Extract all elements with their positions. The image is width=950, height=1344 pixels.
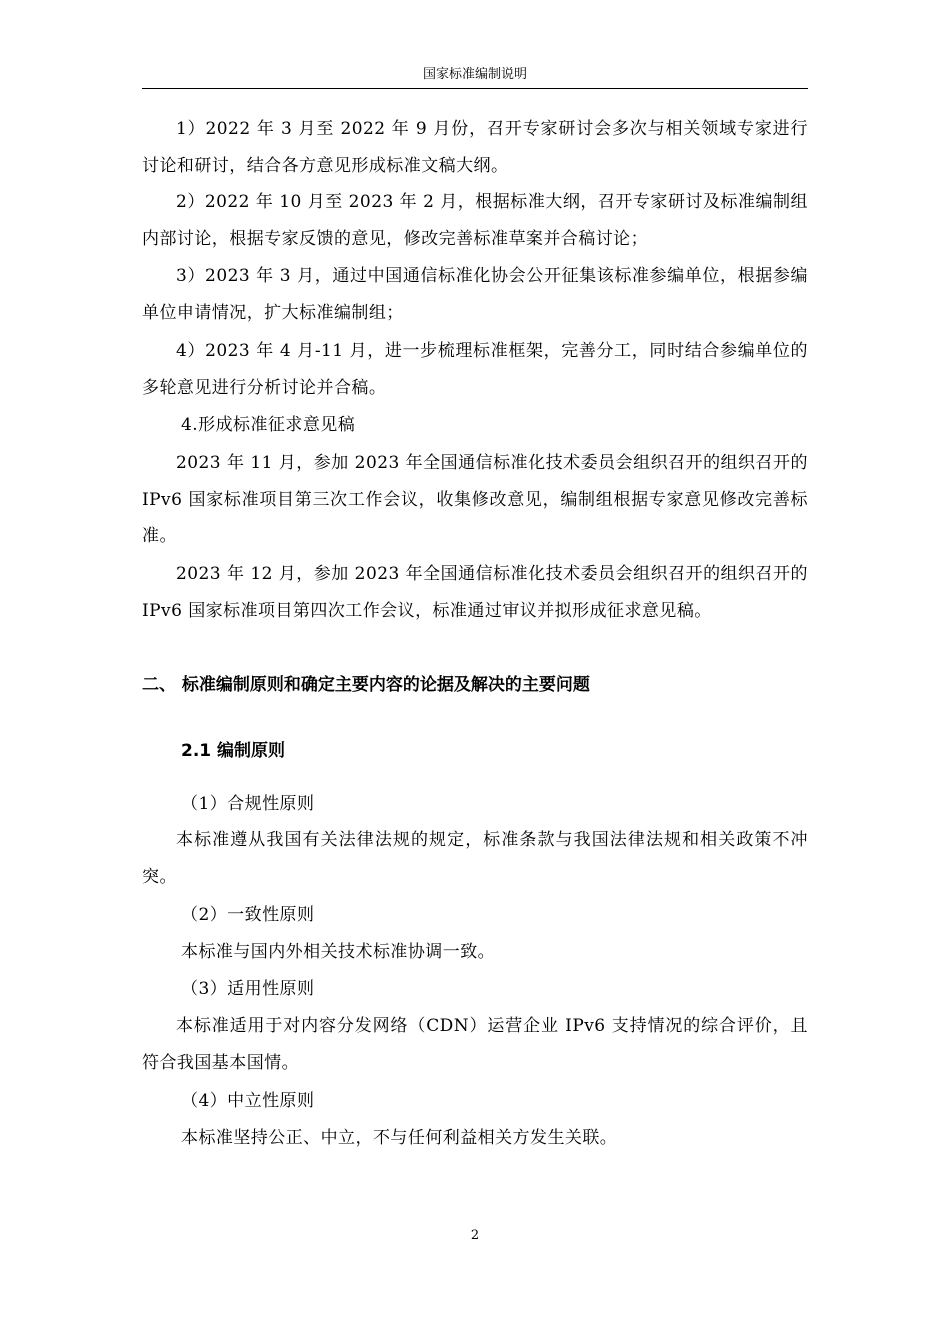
paragraph-step-1: 1）2022 年 3 月至 2022 年 9 月份，召开专家研讨会多次与相关领域专家进行讨论和研讨，结合各方意见形成标准文稿大纲。	[142, 119, 808, 176]
paragraph-dec-2023: 2023 年 12 月，参加 2023 年全国通信标准化技术委员会组织召开的组织召开的 IPv6 国家标准项目第四次工作会议，标准通过审议并拟形成征求意见稿。	[142, 564, 808, 621]
page-number: 2	[470, 1228, 480, 1243]
header-rule	[142, 88, 808, 89]
paragraph-step-2: 2）2022 年 10 月至 2023 年 2 月，根据标准大纲，召开专家研讨及标准编制组内部讨论，根据专家反馈的意见，修改完善标准草案并合稿讨论；	[142, 192, 808, 249]
principle-3-text: 本标准适用于对内容分发网络（CDN）运营企业 IPv6 支持情况的综合评价，且符合我国基本国情。	[142, 1016, 808, 1073]
subheading-draft-for-comment: 4.形成标准征求意见稿	[181, 415, 356, 435]
principle-1-text: 本标准遵从我国有关法律法规的规定，标准条款与我国法律法规和相关政策不冲突。	[142, 830, 808, 887]
page-header: 国家标准编制说明	[422, 67, 527, 82]
principle-2-title: （2）一致性原则	[181, 905, 315, 925]
section-2-1-heading: 2.1 编制原则	[181, 741, 286, 761]
principle-3-title: （3）适用性原则	[181, 979, 315, 999]
principle-1-title: （1）合规性原则	[181, 794, 315, 814]
section-2-heading: 二、 标准编制原则和确定主要内容的论据及解决的主要问题	[142, 675, 590, 695]
principle-4-text: 本标准坚持公正、中立，不与任何利益相关方发生关联。	[181, 1128, 618, 1148]
paragraph-step-4: 4）2023 年 4 月-11 月，进一步梳理标准框架，完善分工，同时结合参编单位的多轮意见进行分析讨论并合稿。	[142, 341, 808, 398]
principle-2-text: 本标准与国内外相关技术标准协调一致。	[181, 942, 496, 962]
paragraph-step-3: 3）2023 年 3 月，通过中国通信标准化协会公开征集该标准参编单位，根据参编单位申请情况，扩大标准编制组；	[142, 266, 808, 323]
paragraph-nov-2023: 2023 年 11 月，参加 2023 年全国通信标准化技术委员会组织召开的组织召开的 IPv6 国家标准项目第三次工作会议，收集修改意见，编制组根据专家意见修改完善标准。	[142, 453, 808, 546]
principle-4-title: （4）中立性原则	[181, 1091, 315, 1111]
